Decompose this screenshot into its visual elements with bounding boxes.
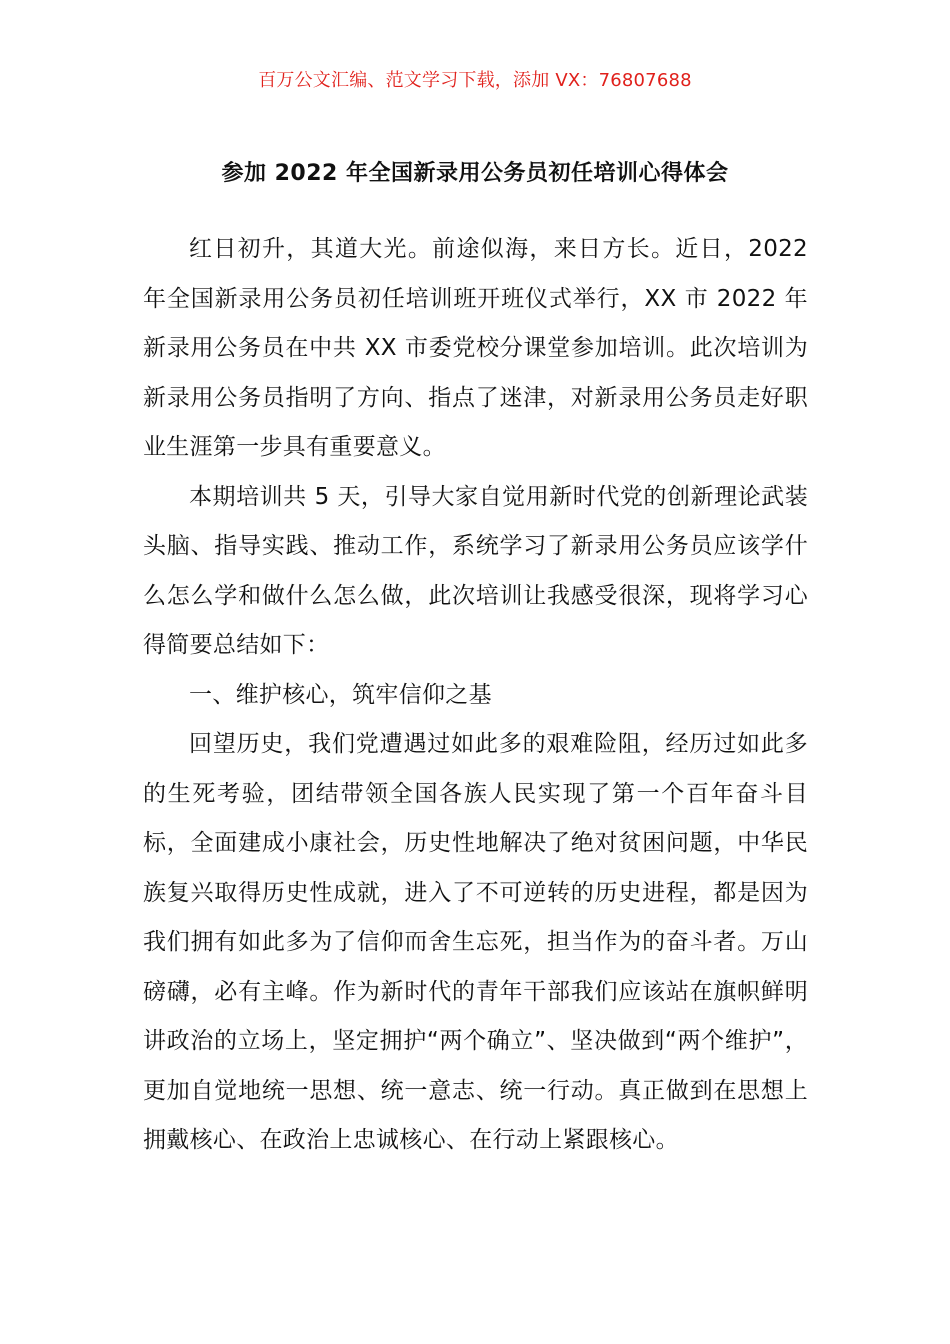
paragraph-training-summary: 本期培训共 5 天，引导大家自觉用新时代党的创新理论武装头脑、指导实践、推动工作，系统学习了新录用公务员应该学什么怎么学和做什么怎么做，此次培训让我感受很深，现将学习心得简要总结如下： <box>143 483 808 658</box>
paragraph-intro: 红日初升，其道大光。前途似海，来日方长。近日，2022 年全国新录用公务员初任培训班开班仪式举行，XX 市 2022 年新录用公务员在中共 XX 市委党校分课堂参加培训。此次培训为新录用公务员指明了方向、指点了迷津，对新录用公务员走好职业生涯第一步具有重要意义。 <box>143 236 808 460</box>
promo-header: 百万公文汇编、范文学习下载，添加 VX：76807688 <box>258 70 692 91</box>
paragraph-section-1: 回望历史，我们党遭遇过如此多的艰难险阻，经历过如此多的生死考验，团结带领全国各族人民实现了第一个百年奋斗目标，全面建成小康社会，历史性地解决了绝对贫困问题，中华民族复兴取得历史性成就，进入了不可逆转的历史进程，都是因为我们拥有如此多为了信仰而舍生忘死，担当作为的奋斗者。万山磅礴，必有主峰。作为新时代的青年干部我们应该站在旗帜鲜明讲政治的立场上，坚定拥护“两个确立”、坚决做到“两个维护”，更加自觉地统一思想、统一意志、统一行动。真正做到在思想上拥戴核心、在政治上忠诚核心、在行动上紧跟核心。 <box>143 731 808 1153</box>
section-heading-1: 一、维护核心，筑牢信仰之基 <box>189 681 492 708</box>
page-title: 参加 2022 年全国新录用公务员初任培训心得体会 <box>221 161 729 186</box>
document-body <box>143 225 808 1166</box>
